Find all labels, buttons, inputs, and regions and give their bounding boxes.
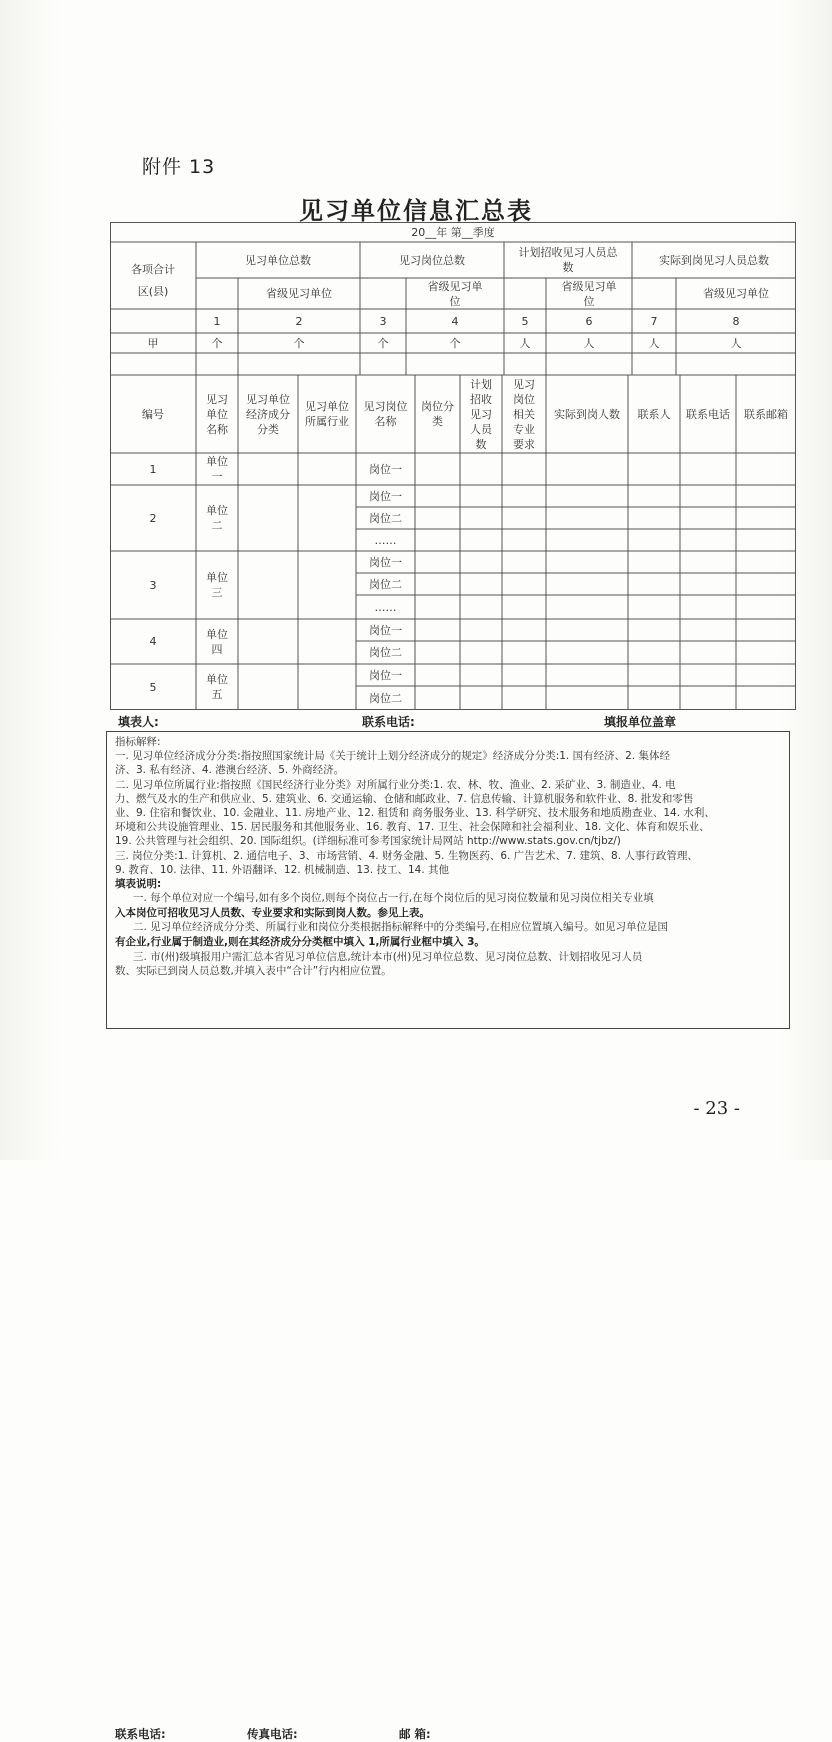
instruction-line: 二. 见习单位经济成分分类、所属行业和岗位分类根据指标解释中的分类编号,在相应位置填入编号。如见习单位是国: [133, 921, 669, 934]
unit-name: 单位一: [206, 455, 228, 483]
group-header-posts: 见习岗位总数: [399, 253, 465, 267]
instruction-line: 三. 市(州)级填报用户需汇总本省见习单位信息,统计本市(州)见习单位总数、见习岗位总数、计划招收见习人员: [133, 950, 643, 963]
row-number: 5: [149, 680, 157, 694]
detail-header: 岗位分类: [421, 400, 454, 428]
group-header-planned: 计划招收见习人员总数: [518, 246, 618, 274]
filler-label: 填表人:: [118, 715, 159, 729]
note-line: 业、9. 住宿和餐饮业、10. 金融业、11. 房地产业、12. 租赁和 商务服务业、13. 科学研究、技术服务和地质勘查业、14. 水利、: [115, 807, 715, 819]
post-name: 岗位二: [369, 646, 402, 659]
row-number: 4: [149, 635, 157, 648]
post-name: 岗位一: [369, 555, 402, 569]
detail-header: 联系邮箱: [744, 407, 788, 421]
group-header-units: 见习单位总数: [245, 253, 311, 267]
row-number: 1: [149, 462, 157, 476]
unit-label: 人: [583, 336, 595, 350]
sub-header-1: 省级见习单位: [266, 287, 332, 300]
period-label: 20__年 第__季度: [411, 225, 495, 239]
post-name: 岗位二: [369, 511, 402, 525]
unit-label: 个: [377, 336, 389, 350]
column-number: 4: [451, 314, 459, 328]
filler-info-row: [112, 713, 802, 731]
column-number: 1: [213, 314, 221, 328]
row-number: 3: [149, 578, 157, 592]
column-number: 6: [585, 314, 593, 328]
row-label-top: 各项合计: [131, 262, 175, 276]
instruction-line: 有企业,行业属于制造业,则在其经济成分分类框中填入 1,所属行业框中填入 3。: [115, 936, 485, 948]
row-jia-label: 甲: [147, 336, 159, 350]
post-name: 岗位一: [369, 489, 402, 503]
column-number: 7: [650, 314, 658, 328]
unit-label: 个: [211, 336, 223, 350]
detail-header: 见习岗位相关专业要求: [513, 377, 535, 451]
group-header-actual: 实际到岗见习人员总数: [659, 253, 769, 267]
post-name: ……: [374, 600, 397, 614]
document-title: 见习单位信息汇总表: [299, 196, 533, 225]
unit-name: 单位五: [206, 673, 228, 701]
unit-name: 单位四: [206, 627, 228, 656]
detail-header: 联系人: [637, 407, 671, 421]
unit-label: 人: [730, 336, 742, 350]
footer-mail-label: 邮 箱:: [399, 1727, 431, 1741]
detail-header: 联系电话: [686, 407, 730, 421]
note-line: 填表说明:: [115, 878, 162, 890]
note-line: 9. 教育、10. 法律、11. 外语翻译、12. 机械制造、13. 技工、14. 其他: [115, 863, 450, 876]
column-number: 3: [379, 314, 387, 328]
unit-label: 个: [449, 336, 461, 350]
detail-header: 见习岗位名称: [363, 400, 408, 428]
post-name: ……: [374, 533, 397, 547]
instruction-line: 一. 每个单位对应一个编号,如有多个岗位,则每个岗位占一行,在每个岗位后的见习岗位数量和见习岗位相关专业填: [133, 892, 654, 905]
post-name: 岗位二: [369, 577, 402, 591]
note-line: 一. 见习单位经济成分分类:指按照国家统计局《关于统计上划分经济成分的规定》经济成分分类:1. 国有经济、2. 集体经: [115, 750, 670, 763]
row-number: 2: [149, 511, 157, 525]
sub-header-3: 省级见习单位: [561, 279, 617, 308]
row-label-bottom: 区(县): [137, 284, 169, 298]
summary-table: [110, 222, 796, 710]
seal-label: 填报单位盖章: [604, 715, 677, 729]
note-line: 力、燃气及水的生产和供应业、5. 建筑业、6. 交通运输、仓储和邮政业、7. 信息传输、计算机服务和软件业、8. 批发和零售: [115, 792, 694, 805]
post-name: 岗位二: [369, 691, 402, 705]
sub-header-2: 省级见习单位: [427, 279, 483, 308]
detail-header: 实际到岗人数: [554, 407, 620, 421]
filler-phone-label: 联系电话:: [362, 715, 415, 729]
detail-header: 计划招收见习人员数: [470, 377, 492, 451]
post-name: 岗位一: [369, 623, 402, 637]
note-line: 环境和公共设施管理业、15. 居民服务和其他服务业、16. 教育、17. 卫生、社会保障和社会福利业、18. 文化、体育和娱乐业、: [115, 821, 710, 834]
column-number: 8: [732, 314, 740, 328]
unit-name: 单位三: [206, 571, 228, 599]
post-name: 岗位一: [369, 668, 402, 682]
column-number: 5: [521, 314, 529, 328]
page-number: - 23 -: [693, 1098, 740, 1119]
unit-label: 人: [519, 336, 531, 350]
note-line: 19. 公共管理与社会组织、20. 国际组织。(详细标准可参考国家统计局网站 http://www.stats.gov.cn/tjbz/): [115, 835, 621, 848]
note-line: 三. 岗位分类:1. 计算机、2. 通信电子、3、市场营销、4. 财务金融、5. 生物医药、6. 广告艺术、7. 建筑、8. 人事行政管理、: [115, 849, 698, 862]
detail-header: 见习单位经济成分分类: [246, 392, 290, 436]
unit-name: 单位二: [206, 504, 228, 532]
footer-phone-label: 联系电话:: [115, 1727, 166, 1741]
footer-fax-label: 传真电话:: [247, 1727, 298, 1741]
unit-label: 个: [293, 336, 305, 350]
note-line: 济、3. 私有经济、4. 港澳台经济、5. 外商经济。: [115, 764, 345, 777]
unit-label: 人: [648, 336, 660, 350]
instruction-line: 入本岗位可招收见习人员数、专业要求和实际到岗人数。参见上表。: [115, 906, 430, 919]
note-line: 二. 见习单位所属行业:指按照《国民经济行业分类》对所属行业分类:1. 农、林、牧、渔业、2. 采矿业、3. 制造业、4. 电: [115, 778, 676, 791]
sub-header-4: 省级见习单位: [703, 287, 769, 300]
attachment-label: 附件 13: [142, 156, 216, 178]
note-line: 指标解释:: [115, 736, 161, 748]
detail-header: 见习单位名称: [206, 392, 228, 436]
column-number: 2: [295, 314, 303, 328]
detail-header: 见习单位所属行业: [305, 400, 349, 428]
instruction-line: 数、实际已到岗人员总数,并填入表中“合计”行内相应位置。: [115, 965, 392, 978]
detail-header: 编号: [142, 407, 164, 421]
post-name: 岗位一: [369, 462, 402, 476]
